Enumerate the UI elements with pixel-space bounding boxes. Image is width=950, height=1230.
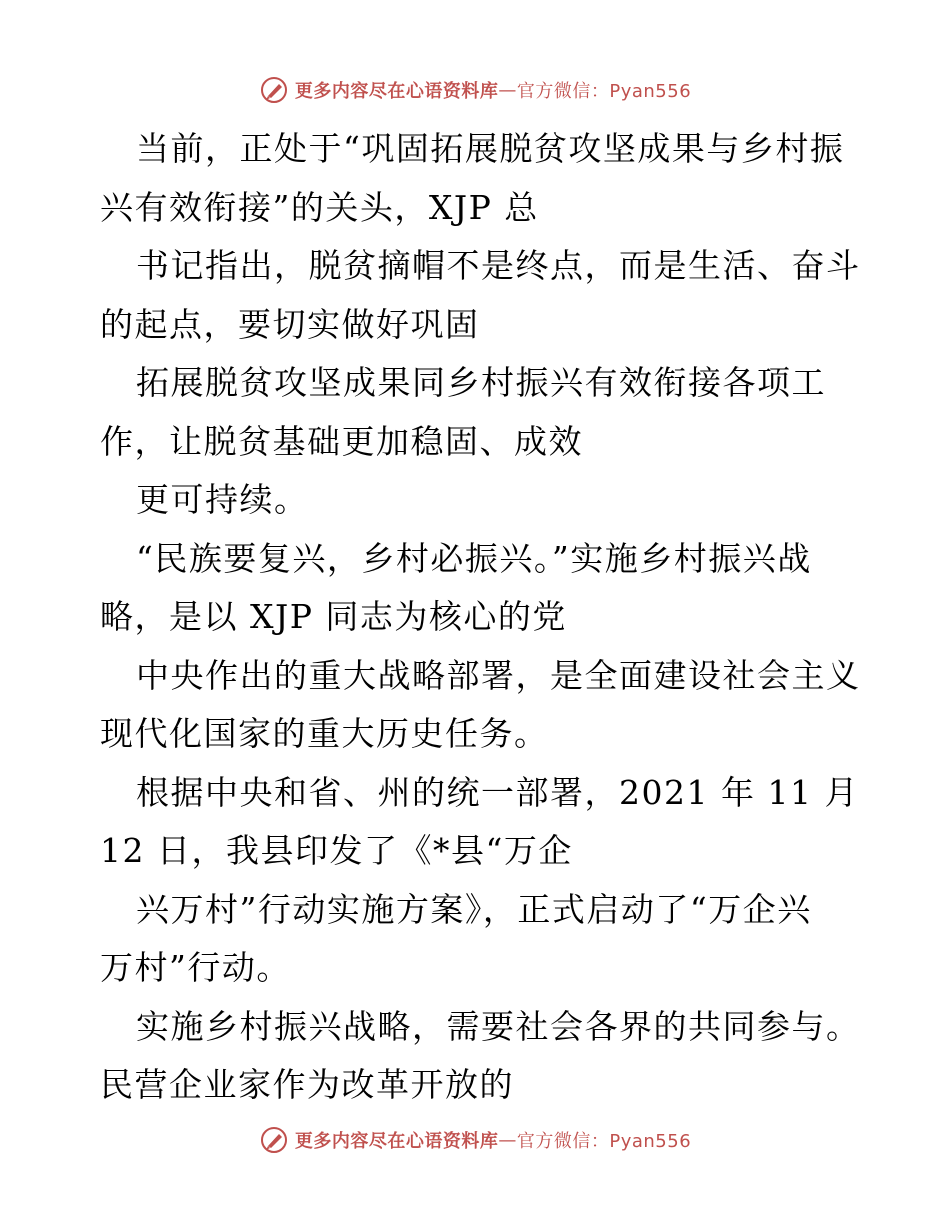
text-line-7: 更可持续。: [136, 480, 309, 519]
header-brand-text: 更多内容尽在心语资料库: [294, 81, 499, 102]
text-line-12: 根据中央和省、州的统一部署，2021 年 11 月: [136, 772, 859, 812]
footer-brand-text: 更多内容尽在心语资料库: [294, 1131, 499, 1152]
text-line-4: 的起点，要切实做好巩固: [100, 304, 480, 344]
header-contact: 官方微信：Pyan556: [516, 81, 692, 102]
page-header: [0, 72, 950, 108]
text-line-17: 民营企业家作为改革开放的: [100, 1065, 514, 1104]
text-line-8: “民族要复兴，乡村必振兴。”实施乡村振兴战: [136, 538, 812, 578]
text-line-6: 作，让脱贫基础更加稳固、成效: [100, 421, 583, 461]
text-line-2: 兴有效衔接”的关头，XJP 总: [100, 187, 539, 227]
text-line-13: 12 日，我县印发了《*县“万企: [100, 831, 573, 870]
text-line-11: 现代化国家的重大历史任务。: [100, 714, 549, 753]
page-footer: [0, 1122, 950, 1158]
text-line-3: 书记指出，脱贫摘帽不是终点，而是生活、奋斗: [136, 246, 860, 285]
pen-quill-icon: [259, 1125, 289, 1155]
footer-separator: —: [498, 1129, 517, 1151]
document-body: [100, 120, 860, 1115]
header-separator: —: [498, 79, 517, 101]
pen-quill-icon: [259, 75, 289, 105]
footer-contact: 官方微信：Pyan556: [516, 1131, 692, 1152]
text-line-9: 略，是以 XJP 同志为核心的党: [100, 597, 567, 636]
text-line-5: 拓展脱贫攻坚成果同乡村振兴有效衔接各项工: [136, 363, 826, 402]
text-line-15: 万村”行动。: [100, 948, 291, 987]
text-line-16: 实施乡村振兴战略，需要社会各界的共同参与。: [136, 1006, 860, 1046]
text-line-14: 兴万村”行动实施方案》，正式启动了“万企兴: [136, 889, 812, 929]
text-line-10: 中央作出的重大战略部署，是全面建设社会主义: [136, 655, 860, 695]
text-line-1: 当前，正处于“巩固拓展脱贫攻坚成果与乡村振: [136, 129, 845, 168]
